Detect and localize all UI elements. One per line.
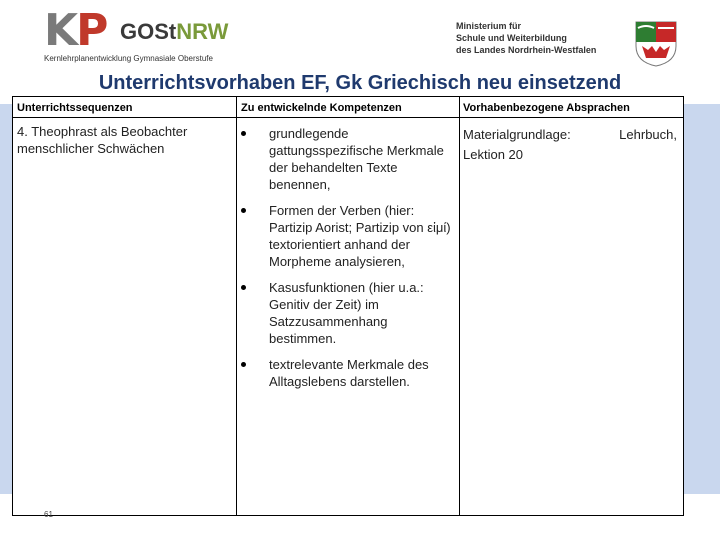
competency-list <box>241 125 451 399</box>
logo-subtitle: Kernlehrplanentwicklung Gymnasiale Oberstufe <box>44 54 213 63</box>
competency-text: Kasusfunktionen (hier u.a.: Genitiv der Zeit) im Satzzusammenhang bestimmen. <box>269 280 424 346</box>
sequence-cell: 4. Theophrast als Beobachter menschlicher Schwächen <box>17 124 188 156</box>
bullet-icon <box>241 362 246 367</box>
competency-text: textrelevante Merkmale des Alltagslebens darstellen. <box>269 357 429 389</box>
material-value-1: Lehrbuch, <box>619 127 677 142</box>
nrw-crest-icon <box>634 20 678 68</box>
competency-item <box>241 125 451 193</box>
bullet-icon <box>241 131 246 136</box>
bullet-icon <box>241 285 246 290</box>
lesson-plan-table <box>12 96 684 516</box>
competency-item <box>241 279 451 347</box>
kp-gost-nrw-logo <box>44 5 244 68</box>
logo-letter-k: K <box>44 5 77 56</box>
page-number: 61 <box>44 510 53 519</box>
logo-gost-nrw <box>120 20 228 44</box>
bullet-icon <box>241 208 246 213</box>
logo-letter-p: P <box>76 5 107 56</box>
logo-gost-text: GOSt <box>120 19 177 44</box>
competency-text: Formen der Verben (hier: Partizip Aorist; Partizip von εἰμί) textorientiert anhand der Morpheme analysieren, <box>269 203 451 269</box>
material-cell <box>463 125 677 165</box>
header-kompetenzen: Zu entwickelnde Kompetenzen <box>241 102 402 114</box>
ministry-name <box>456 20 596 56</box>
ministry-line-1: Ministerium für <box>456 21 522 31</box>
material-value-2: Lektion 20 <box>463 147 523 162</box>
header-absprachen: Vorhabenbezogene Absprachen <box>463 102 630 114</box>
ministry-line-3: des Landes Nordrhein-Westfalen <box>456 45 597 55</box>
competency-item <box>241 202 451 270</box>
ministry-line-2: Schule und Weiterbildung <box>456 33 567 43</box>
left-side-band <box>0 104 12 494</box>
column-divider-2 <box>459 97 460 515</box>
header-unterrichtssequenzen: Unterrichtssequenzen <box>17 102 133 114</box>
kp-logo-letters <box>44 5 107 56</box>
header-divider <box>13 117 683 118</box>
logo-nrw-text: NRW <box>176 19 229 44</box>
column-divider-1 <box>236 97 237 515</box>
material-label: Materialgrundlage: <box>463 127 571 142</box>
page-title: Unterrichtsvorhaben EF, Gk Griechisch neu einsetzend <box>98 72 622 94</box>
competency-item <box>241 356 451 390</box>
competency-text: grundlegende gattungsspezifische Merkmale der behandelten Texte benennen, <box>269 126 444 192</box>
right-side-band <box>682 104 720 494</box>
